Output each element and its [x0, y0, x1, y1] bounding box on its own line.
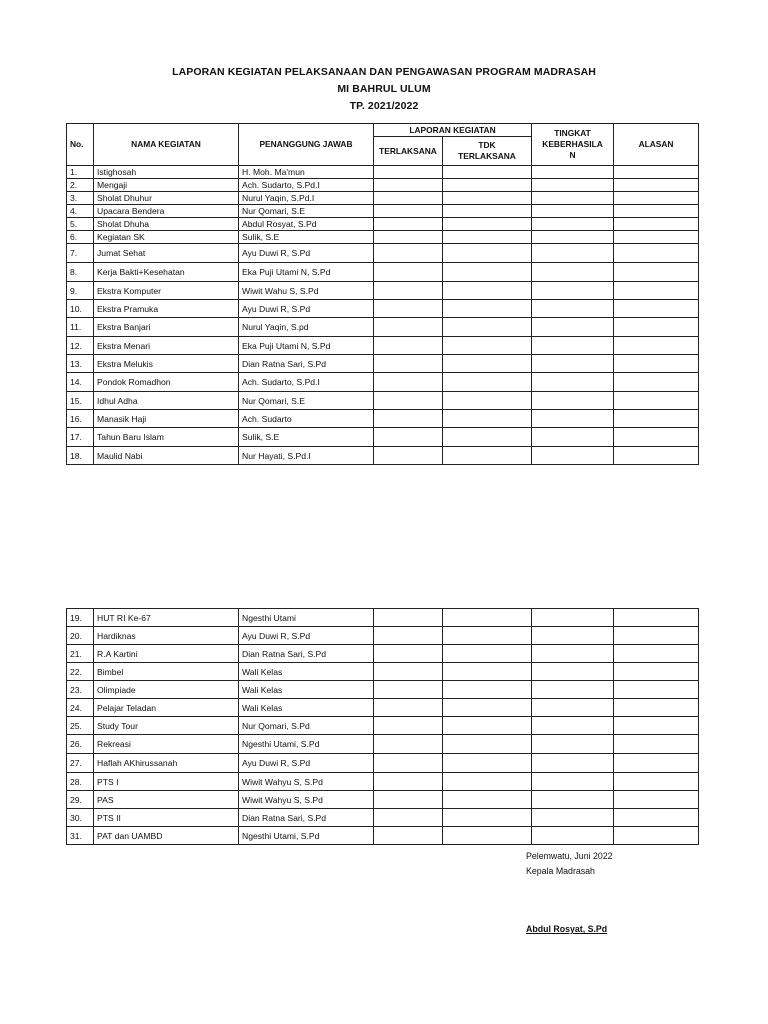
tdk-terlaksana-cell: [443, 827, 532, 845]
person-in-charge: Ayu Duwi R, S.Pd: [239, 754, 374, 773]
terlaksana-cell: [374, 355, 443, 373]
activity-name: Upacara Bendera: [94, 205, 239, 218]
row-number: 24.: [67, 699, 94, 717]
table-row: [67, 231, 699, 244]
tingkat-keberhasilan-cell: [532, 373, 614, 392]
terlaksana-cell: [374, 827, 443, 845]
person-in-charge: Ayu Duwi R, S.Pd: [239, 300, 374, 318]
table-row: [67, 166, 699, 179]
activity-name: Jumat Sehat: [94, 244, 239, 263]
tingkat-keberhasilan-cell: [532, 300, 614, 318]
table-row: [67, 282, 699, 300]
tdk-terlaksana-cell: [443, 627, 532, 645]
activity-name: Idhul Adha: [94, 392, 239, 410]
tdk-terlaksana-cell: [443, 699, 532, 717]
person-in-charge: Wiwit Wahu S, S.Pd: [239, 282, 374, 300]
table-row: [67, 754, 699, 773]
alasan-cell: [614, 447, 699, 465]
tingkat-keberhasilan-cell: [532, 263, 614, 282]
header-alasan: ALASAN: [614, 124, 699, 166]
tdk-terlaksana-cell: [443, 318, 532, 337]
table-row: [67, 827, 699, 845]
activity-table-page1: [66, 123, 699, 465]
alasan-cell: [614, 318, 699, 337]
tingkat-keberhasilan-cell: [532, 681, 614, 699]
header-nama-kegiatan: NAMA KEGIATAN: [94, 124, 239, 166]
tdk-terlaksana-cell: [443, 447, 532, 465]
header-tdk-line1: TDK: [478, 140, 496, 150]
activity-name: Kerja Bakti+Kesehatan: [94, 263, 239, 282]
terlaksana-cell: [374, 218, 443, 231]
activity-name: Mengaji: [94, 179, 239, 192]
alasan-cell: [614, 773, 699, 791]
person-in-charge: Ngesthi Utami: [239, 609, 374, 627]
activity-name: Olimpiade: [94, 681, 239, 699]
row-number: 11.: [67, 318, 94, 337]
activity-name: Pelajar Teladan: [94, 699, 239, 717]
table-row: [67, 218, 699, 231]
table-row: [67, 663, 699, 681]
activity-name: Istighosah: [94, 166, 239, 179]
tdk-terlaksana-cell: [443, 410, 532, 428]
header-laporan-kegiatan: LAPORAN KEGIATAN: [374, 124, 532, 137]
tdk-terlaksana-cell: [443, 735, 532, 754]
tdk-terlaksana-cell: [443, 663, 532, 681]
tingkat-keberhasilan-cell: [532, 205, 614, 218]
activity-name: Maulid Nabi: [94, 447, 239, 465]
row-number: 7.: [67, 244, 94, 263]
alasan-cell: [614, 827, 699, 845]
alasan-cell: [614, 392, 699, 410]
header-tdk-line2: TERLAKSANA: [458, 151, 516, 161]
table-row: [67, 699, 699, 717]
alasan-cell: [614, 428, 699, 447]
table-row: [67, 773, 699, 791]
alasan-cell: [614, 244, 699, 263]
tingkat-keberhasilan-cell: [532, 179, 614, 192]
terlaksana-cell: [374, 410, 443, 428]
table-row: [67, 410, 699, 428]
terlaksana-cell: [374, 735, 443, 754]
tingkat-keberhasilan-cell: [532, 735, 614, 754]
activity-name: R.A Kartini: [94, 645, 239, 663]
table-row: [67, 179, 699, 192]
activity-name: Sholat Dhuhur: [94, 192, 239, 205]
table-row: [67, 717, 699, 735]
terlaksana-cell: [374, 231, 443, 244]
header-tingkat-keberhasilan: [532, 124, 614, 166]
person-in-charge: Dian Ratna Sari, S.Pd: [239, 355, 374, 373]
tingkat-keberhasilan-cell: [532, 231, 614, 244]
signature-name: Abdul Rosyat, S.Pd: [526, 924, 608, 934]
row-number: 4.: [67, 205, 94, 218]
alasan-cell: [614, 205, 699, 218]
activity-name: Rekreasi: [94, 735, 239, 754]
row-number: 3.: [67, 192, 94, 205]
row-number: 20.: [67, 627, 94, 645]
person-in-charge: Nurul Yaqin, S.Pd.I: [239, 192, 374, 205]
person-in-charge: Nurul Yaqin, S.pd: [239, 318, 374, 337]
table-row: [67, 809, 699, 827]
terlaksana-cell: [374, 179, 443, 192]
tingkat-keberhasilan-cell: [532, 428, 614, 447]
table-row: [67, 645, 699, 663]
person-in-charge: H. Moh. Ma'mun: [239, 166, 374, 179]
activity-name: Ekstra Melukis: [94, 355, 239, 373]
activity-name: PTS II: [94, 809, 239, 827]
row-number: 17.: [67, 428, 94, 447]
alasan-cell: [614, 263, 699, 282]
activity-name: Tahun Baru Islam: [94, 428, 239, 447]
alasan-cell: [614, 192, 699, 205]
alasan-cell: [614, 355, 699, 373]
tingkat-keberhasilan-cell: [532, 791, 614, 809]
person-in-charge: Wiwit Wahyu S, S.Pd: [239, 773, 374, 791]
terlaksana-cell: [374, 773, 443, 791]
tingkat-keberhasilan-cell: [532, 699, 614, 717]
terlaksana-cell: [374, 244, 443, 263]
terlaksana-cell: [374, 392, 443, 410]
tingkat-keberhasilan-cell: [532, 355, 614, 373]
row-number: 27.: [67, 754, 94, 773]
school-name: MI BAHRUL ULUM: [337, 83, 431, 95]
alasan-cell: [614, 663, 699, 681]
row-number: 15.: [67, 392, 94, 410]
person-in-charge: Ayu Duwi R, S.Pd: [239, 244, 374, 263]
person-in-charge: Ach. Sudarto: [239, 410, 374, 428]
alasan-cell: [614, 410, 699, 428]
activity-name: HUT RI Ke-67: [94, 609, 239, 627]
tdk-terlaksana-cell: [443, 218, 532, 231]
alasan-cell: [614, 218, 699, 231]
row-number: 10.: [67, 300, 94, 318]
activity-name: Study Tour: [94, 717, 239, 735]
tdk-terlaksana-cell: [443, 205, 532, 218]
table-row: [67, 263, 699, 282]
row-number: 21.: [67, 645, 94, 663]
alasan-cell: [614, 681, 699, 699]
table-row: [67, 318, 699, 337]
terlaksana-cell: [374, 166, 443, 179]
row-number: 31.: [67, 827, 94, 845]
report-title: LAPORAN KEGIATAN PELAKSANAAN DAN PENGAWASAN PROGRAM MADRASAH: [172, 66, 596, 78]
tingkat-keberhasilan-cell: [532, 717, 614, 735]
table-row: [67, 428, 699, 447]
tdk-terlaksana-cell: [443, 231, 532, 244]
person-in-charge: Eka Puji Utami N, S.Pd: [239, 263, 374, 282]
header-terlaksana: TERLAKSANA: [374, 137, 443, 166]
person-in-charge: Nur Qomari, S.E: [239, 205, 374, 218]
alasan-cell: [614, 300, 699, 318]
terlaksana-cell: [374, 447, 443, 465]
header-tingkat-line3: N: [569, 150, 576, 160]
row-number: 23.: [67, 681, 94, 699]
terlaksana-cell: [374, 300, 443, 318]
row-number: 16.: [67, 410, 94, 428]
row-number: 6.: [67, 231, 94, 244]
tdk-terlaksana-cell: [443, 791, 532, 809]
tingkat-keberhasilan-cell: [532, 410, 614, 428]
tingkat-keberhasilan-cell: [532, 318, 614, 337]
tdk-terlaksana-cell: [443, 355, 532, 373]
table-row: [67, 681, 699, 699]
table-row: [67, 627, 699, 645]
signature-role: Kepala Madrasah: [526, 866, 595, 876]
alasan-cell: [614, 717, 699, 735]
tdk-terlaksana-cell: [443, 166, 532, 179]
terlaksana-cell: [374, 627, 443, 645]
tdk-terlaksana-cell: [443, 773, 532, 791]
header-tdk-terlaksana: [443, 137, 532, 166]
terlaksana-cell: [374, 699, 443, 717]
terlaksana-cell: [374, 754, 443, 773]
terlaksana-cell: [374, 318, 443, 337]
table-row: [67, 244, 699, 263]
row-number: 29.: [67, 791, 94, 809]
tdk-terlaksana-cell: [443, 392, 532, 410]
terlaksana-cell: [374, 263, 443, 282]
header-penanggung-jawab: PENANGGUNG JAWAB: [239, 124, 374, 166]
person-in-charge: Eka Puji Utami N, S.Pd: [239, 337, 374, 355]
alasan-cell: [614, 791, 699, 809]
row-number: 14.: [67, 373, 94, 392]
row-number: 1.: [67, 166, 94, 179]
person-in-charge: Dian Ratna Sari, S.Pd: [239, 645, 374, 663]
tdk-terlaksana-cell: [443, 192, 532, 205]
terlaksana-cell: [374, 609, 443, 627]
person-in-charge: Sulik, S.E: [239, 231, 374, 244]
person-in-charge: Ayu Duwi R, S.Pd: [239, 627, 374, 645]
tdk-terlaksana-cell: [443, 282, 532, 300]
row-number: 28.: [67, 773, 94, 791]
person-in-charge: Wiwit Wahyu S, S.Pd: [239, 791, 374, 809]
row-number: 2.: [67, 179, 94, 192]
person-in-charge: Ngesthi Utami, S.Pd: [239, 827, 374, 845]
row-number: 18.: [67, 447, 94, 465]
tingkat-keberhasilan-cell: [532, 754, 614, 773]
tdk-terlaksana-cell: [443, 337, 532, 355]
alasan-cell: [614, 609, 699, 627]
table-row: [67, 735, 699, 754]
tingkat-keberhasilan-cell: [532, 447, 614, 465]
tingkat-keberhasilan-cell: [532, 337, 614, 355]
tingkat-keberhasilan-cell: [532, 627, 614, 645]
terlaksana-cell: [374, 192, 443, 205]
tingkat-keberhasilan-cell: [532, 218, 614, 231]
signature-place-date: Pelemwatu, Juni 2022: [526, 851, 613, 861]
terlaksana-cell: [374, 809, 443, 827]
table-row: [67, 300, 699, 318]
terlaksana-cell: [374, 717, 443, 735]
terlaksana-cell: [374, 373, 443, 392]
row-number: 13.: [67, 355, 94, 373]
header-no: No.: [67, 124, 94, 166]
terlaksana-cell: [374, 337, 443, 355]
tdk-terlaksana-cell: [443, 645, 532, 663]
alasan-cell: [614, 337, 699, 355]
tdk-terlaksana-cell: [443, 717, 532, 735]
table-row: [67, 609, 699, 627]
row-number: 5.: [67, 218, 94, 231]
person-in-charge: Wali Kelas: [239, 699, 374, 717]
activity-name: Ekstra Banjari: [94, 318, 239, 337]
alasan-cell: [614, 809, 699, 827]
activity-name: Ekstra Menari: [94, 337, 239, 355]
person-in-charge: Ach. Sudarto, S.Pd.I: [239, 373, 374, 392]
activity-name: Sholat Dhuha: [94, 218, 239, 231]
activity-name: Kegiatan SK: [94, 231, 239, 244]
alasan-cell: [614, 179, 699, 192]
tingkat-keberhasilan-cell: [532, 244, 614, 263]
alasan-cell: [614, 627, 699, 645]
table-row: [67, 355, 699, 373]
tdk-terlaksana-cell: [443, 681, 532, 699]
table-row: [67, 205, 699, 218]
tingkat-keberhasilan-cell: [532, 282, 614, 300]
tingkat-keberhasilan-cell: [532, 392, 614, 410]
table-row: [67, 392, 699, 410]
alasan-cell: [614, 231, 699, 244]
row-number: 8.: [67, 263, 94, 282]
person-in-charge: Nur Qomari, S.Pd: [239, 717, 374, 735]
activity-name: Hardiknas: [94, 627, 239, 645]
row-number: 9.: [67, 282, 94, 300]
tdk-terlaksana-cell: [443, 754, 532, 773]
table-row: [67, 192, 699, 205]
activity-name: Ekstra Pramuka: [94, 300, 239, 318]
tingkat-keberhasilan-cell: [532, 645, 614, 663]
table-row: [67, 791, 699, 809]
row-number: 22.: [67, 663, 94, 681]
row-number: 26.: [67, 735, 94, 754]
header-tingkat-line2: KEBERHASILA: [542, 139, 603, 149]
tingkat-keberhasilan-cell: [532, 809, 614, 827]
activity-table-page2: [66, 608, 699, 845]
alasan-cell: [614, 699, 699, 717]
tdk-terlaksana-cell: [443, 809, 532, 827]
activity-name: Pondok Romadhon: [94, 373, 239, 392]
tdk-terlaksana-cell: [443, 373, 532, 392]
tdk-terlaksana-cell: [443, 179, 532, 192]
tdk-terlaksana-cell: [443, 428, 532, 447]
person-in-charge: Abdul Rosyat, S.Pd: [239, 218, 374, 231]
terlaksana-cell: [374, 791, 443, 809]
alasan-cell: [614, 166, 699, 179]
tingkat-keberhasilan-cell: [532, 827, 614, 845]
table-row: [67, 337, 699, 355]
academic-year: TP. 2021/2022: [349, 100, 419, 112]
tdk-terlaksana-cell: [443, 609, 532, 627]
person-in-charge: Wali Kelas: [239, 663, 374, 681]
person-in-charge: Ach. Sudarto, S.Pd.I: [239, 179, 374, 192]
terlaksana-cell: [374, 282, 443, 300]
tingkat-keberhasilan-cell: [532, 166, 614, 179]
person-in-charge: Ngesthi Utami, S.Pd: [239, 735, 374, 754]
person-in-charge: Sulik, S.E: [239, 428, 374, 447]
terlaksana-cell: [374, 681, 443, 699]
tingkat-keberhasilan-cell: [532, 609, 614, 627]
row-number: 19.: [67, 609, 94, 627]
alasan-cell: [614, 754, 699, 773]
alasan-cell: [614, 645, 699, 663]
alasan-cell: [614, 735, 699, 754]
row-number: 30.: [67, 809, 94, 827]
terlaksana-cell: [374, 663, 443, 681]
terlaksana-cell: [374, 428, 443, 447]
row-number: 25.: [67, 717, 94, 735]
activity-name: Manasik Haji: [94, 410, 239, 428]
header-tingkat-line1: TINGKAT: [554, 128, 591, 138]
tdk-terlaksana-cell: [443, 300, 532, 318]
table-row: [67, 447, 699, 465]
tdk-terlaksana-cell: [443, 244, 532, 263]
alasan-cell: [614, 282, 699, 300]
terlaksana-cell: [374, 205, 443, 218]
tingkat-keberhasilan-cell: [532, 773, 614, 791]
activity-name: PTS I: [94, 773, 239, 791]
person-in-charge: Dian Ratna Sari, S.Pd: [239, 809, 374, 827]
table-row: [67, 373, 699, 392]
person-in-charge: Wali Kelas: [239, 681, 374, 699]
person-in-charge: Nur Qomari, S.E: [239, 392, 374, 410]
alasan-cell: [614, 373, 699, 392]
activity-name: PAT dan UAMBD: [94, 827, 239, 845]
tingkat-keberhasilan-cell: [532, 192, 614, 205]
row-number: 12.: [67, 337, 94, 355]
activity-name: Haflah AKhirussanah: [94, 754, 239, 773]
activity-name: Ekstra Komputer: [94, 282, 239, 300]
tingkat-keberhasilan-cell: [532, 663, 614, 681]
person-in-charge: Nur Hayati, S.Pd.I: [239, 447, 374, 465]
activity-name: PAS: [94, 791, 239, 809]
terlaksana-cell: [374, 645, 443, 663]
tdk-terlaksana-cell: [443, 263, 532, 282]
activity-name: Bimbel: [94, 663, 239, 681]
